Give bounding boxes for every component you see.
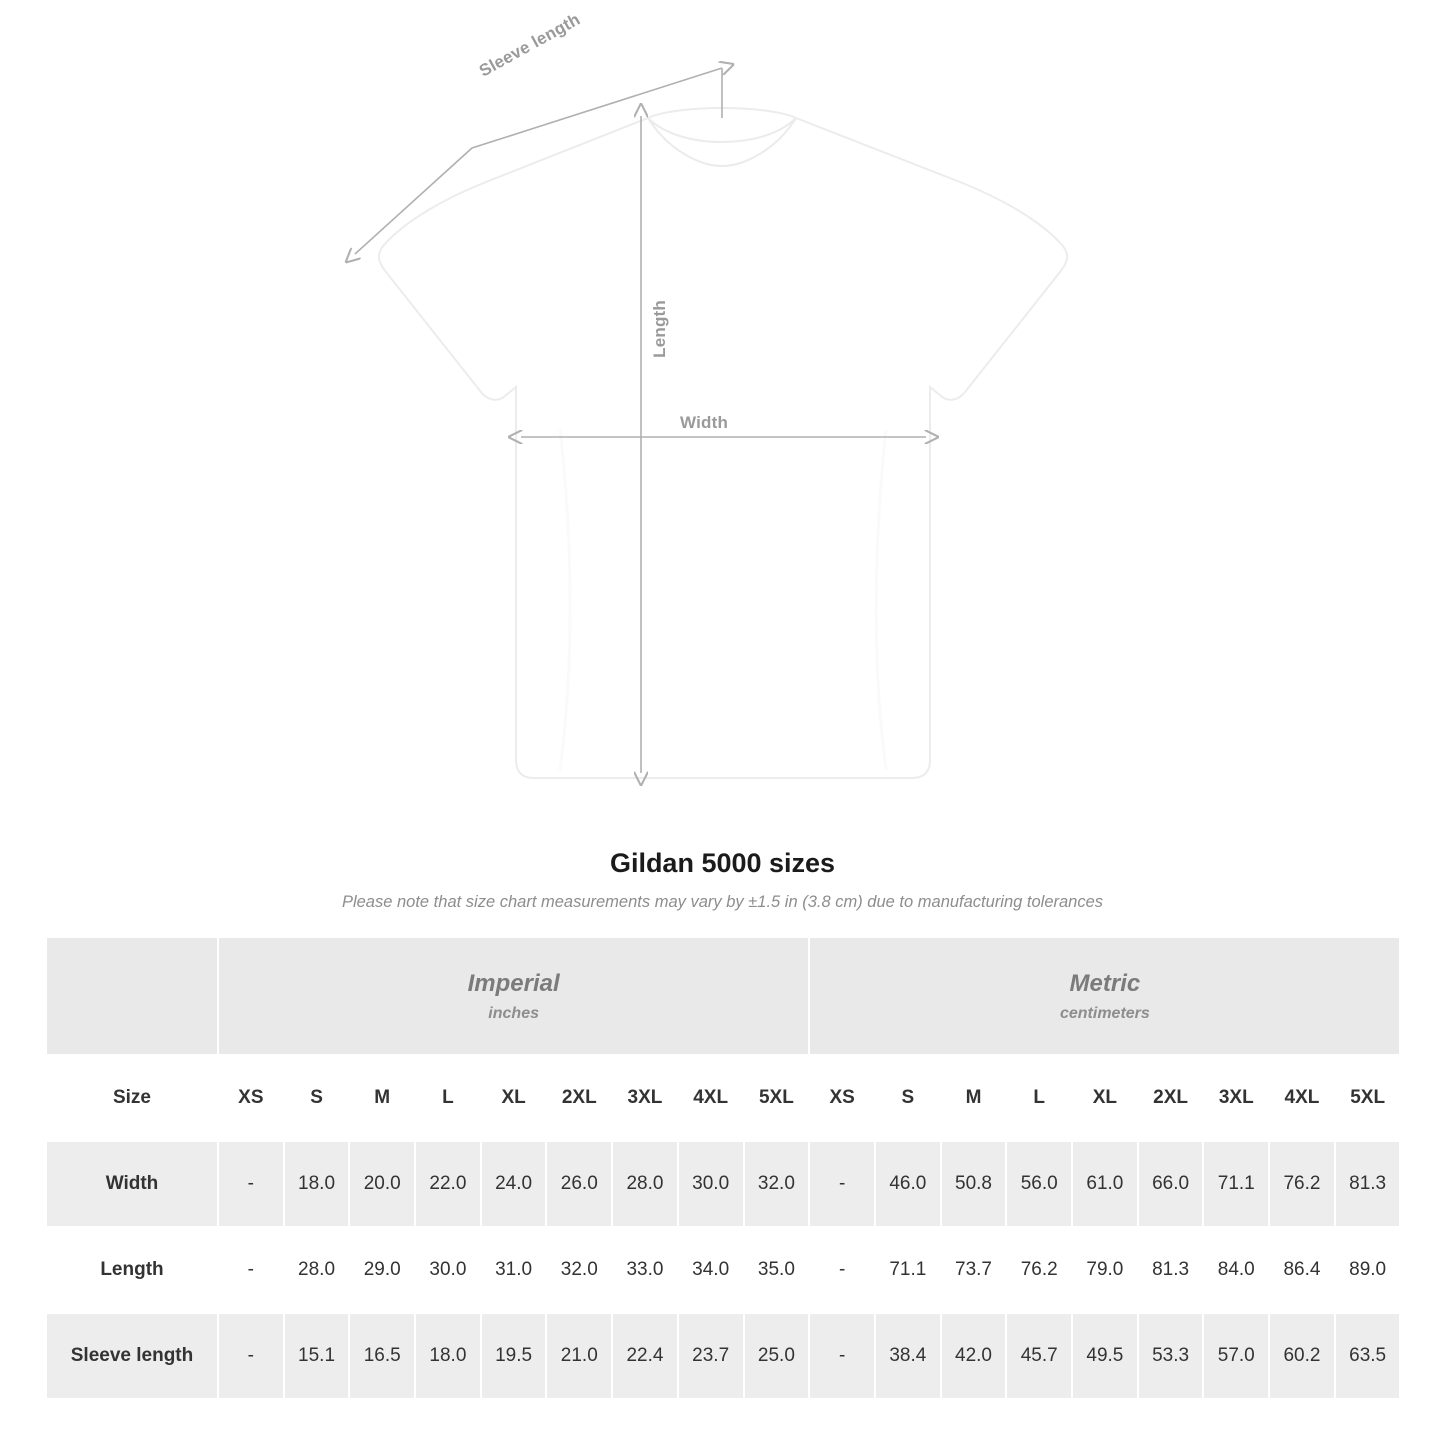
- unit-group-imperial: [218, 937, 809, 1055]
- cell-sleeve-7: 23.7: [678, 1313, 744, 1399]
- unit-group-metric-sub: centimeters: [1059, 1005, 1150, 1022]
- cell-width-13: 61.0: [1072, 1141, 1138, 1227]
- cell-length-16: 86.4: [1269, 1227, 1335, 1313]
- cell-width-10: 46.0: [875, 1141, 941, 1227]
- row-label-length: Length: [46, 1227, 218, 1313]
- cell-length-12: 76.2: [1006, 1227, 1072, 1313]
- size-col-6: 3XL: [612, 1055, 678, 1141]
- cell-width-6: 28.0: [612, 1141, 678, 1227]
- cell-sleeve-17: 63.5: [1335, 1313, 1401, 1399]
- cell-sleeve-2: 16.5: [349, 1313, 415, 1399]
- cell-width-15: 71.1: [1203, 1141, 1269, 1227]
- cell-length-3: 30.0: [415, 1227, 481, 1313]
- cell-length-1: 28.0: [284, 1227, 350, 1313]
- tshirt-shape: [379, 108, 1067, 778]
- cell-width-5: 26.0: [546, 1141, 612, 1227]
- cell-length-11: 73.7: [941, 1227, 1007, 1313]
- size-table: [45, 936, 1401, 1400]
- table-row: [46, 1227, 1400, 1313]
- row-label-width: Width: [46, 1141, 218, 1227]
- unit-group-imperial-sub: inches: [488, 1005, 539, 1022]
- size-col-4: XL: [481, 1055, 547, 1141]
- size-col-2: M: [349, 1055, 415, 1141]
- size-col-0: XS: [218, 1055, 284, 1141]
- cell-sleeve-11: 42.0: [941, 1313, 1007, 1399]
- cell-sleeve-9: -: [809, 1313, 875, 1399]
- size-header-row: [46, 1055, 1400, 1141]
- size-col-7: 4XL: [678, 1055, 744, 1141]
- size-col-16: 4XL: [1269, 1055, 1335, 1141]
- cell-length-6: 33.0: [612, 1227, 678, 1313]
- unit-group-imperial-name: Imperial: [467, 970, 560, 997]
- row-label-sleeve-length: Sleeve length: [46, 1313, 218, 1399]
- unit-group-row: [46, 937, 1400, 1055]
- cell-width-3: 22.0: [415, 1141, 481, 1227]
- table-row: [46, 1141, 1400, 1227]
- size-col-11: M: [941, 1055, 1007, 1141]
- width-label: Width: [680, 413, 729, 432]
- cell-width-14: 66.0: [1138, 1141, 1204, 1227]
- size-col-3: L: [415, 1055, 481, 1141]
- table-row: [46, 1313, 1400, 1399]
- cell-width-1: 18.0: [284, 1141, 350, 1227]
- title-block: [0, 848, 1445, 912]
- cell-sleeve-16: 60.2: [1269, 1313, 1335, 1399]
- cell-sleeve-3: 18.0: [415, 1313, 481, 1399]
- cell-length-14: 81.3: [1138, 1227, 1204, 1313]
- size-col-8: 5XL: [744, 1055, 810, 1141]
- cell-sleeve-0: -: [218, 1313, 284, 1399]
- page-title: Gildan 5000 sizes: [609, 848, 836, 878]
- cell-sleeve-12: 45.7: [1006, 1313, 1072, 1399]
- unit-group-metric-name: Metric: [1069, 970, 1141, 997]
- size-col-10: S: [875, 1055, 941, 1141]
- size-table-wrapper: [45, 936, 1400, 1400]
- cell-length-9: -: [809, 1227, 875, 1313]
- length-label: Length: [650, 300, 669, 358]
- cell-sleeve-1: 15.1: [284, 1313, 350, 1399]
- cell-sleeve-14: 53.3: [1138, 1313, 1204, 1399]
- cell-width-4: 24.0: [481, 1141, 547, 1227]
- cell-width-7: 30.0: [678, 1141, 744, 1227]
- cell-width-0: -: [218, 1141, 284, 1227]
- cell-sleeve-4: 19.5: [481, 1313, 547, 1399]
- sleeve-length-label: Sleeve length: [476, 9, 584, 81]
- size-col-5: 2XL: [546, 1055, 612, 1141]
- cell-width-11: 50.8: [941, 1141, 1007, 1227]
- cell-width-2: 20.0: [349, 1141, 415, 1227]
- size-col-17: 5XL: [1335, 1055, 1401, 1141]
- cell-length-15: 84.0: [1203, 1227, 1269, 1313]
- row-header-size: Size: [46, 1055, 218, 1141]
- unit-group-metric: [809, 937, 1400, 1055]
- cell-sleeve-5: 21.0: [546, 1313, 612, 1399]
- cell-length-10: 71.1: [875, 1227, 941, 1313]
- cell-length-0: -: [218, 1227, 284, 1313]
- size-col-9: XS: [809, 1055, 875, 1141]
- cell-length-5: 32.0: [546, 1227, 612, 1313]
- cell-sleeve-10: 38.4: [875, 1313, 941, 1399]
- size-col-13: XL: [1072, 1055, 1138, 1141]
- size-col-15: 3XL: [1203, 1055, 1269, 1141]
- cell-sleeve-6: 22.4: [612, 1313, 678, 1399]
- cell-length-4: 31.0: [481, 1227, 547, 1313]
- unit-spacer-cell: [46, 937, 218, 1055]
- cell-length-17: 89.0: [1335, 1227, 1401, 1313]
- cell-sleeve-15: 57.0: [1203, 1313, 1269, 1399]
- size-col-12: L: [1006, 1055, 1072, 1141]
- cell-width-12: 56.0: [1006, 1141, 1072, 1227]
- cell-width-9: -: [809, 1141, 875, 1227]
- cell-length-13: 79.0: [1072, 1227, 1138, 1313]
- size-col-1: S: [284, 1055, 350, 1141]
- cell-length-7: 34.0: [678, 1227, 744, 1313]
- cell-length-2: 29.0: [349, 1227, 415, 1313]
- cell-sleeve-13: 49.5: [1072, 1313, 1138, 1399]
- tolerance-note: Please note that size chart measurements may vary by ±1.5 in (3.8 cm) due to manufacturing tolerances: [341, 893, 1104, 911]
- cell-length-8: 35.0: [744, 1227, 810, 1313]
- cell-width-8: 32.0: [744, 1141, 810, 1227]
- cell-width-16: 76.2: [1269, 1141, 1335, 1227]
- cell-sleeve-8: 25.0: [744, 1313, 810, 1399]
- cell-width-17: 81.3: [1335, 1141, 1401, 1227]
- size-col-14: 2XL: [1138, 1055, 1204, 1141]
